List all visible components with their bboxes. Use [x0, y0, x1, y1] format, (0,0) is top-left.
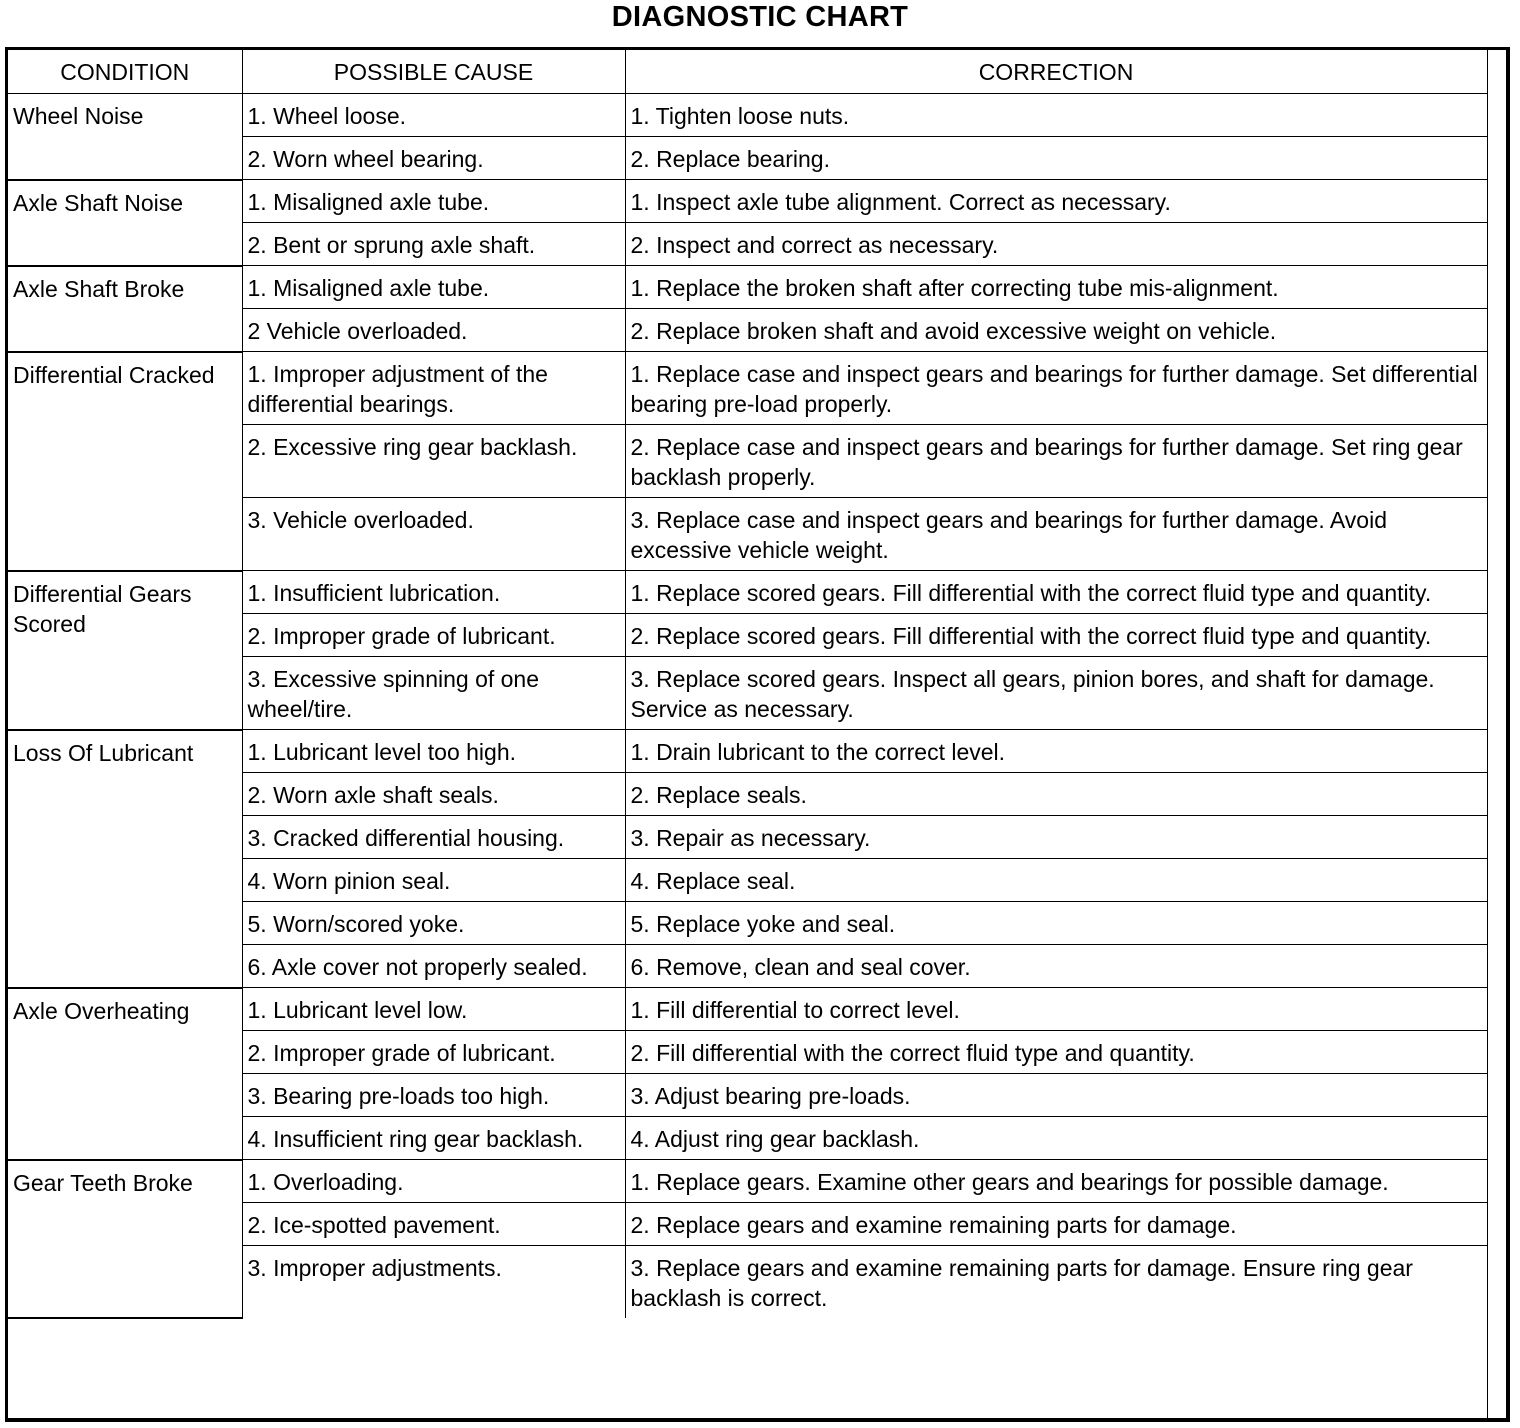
- correction-cell: 1. Tighten loose nuts.: [625, 94, 1487, 137]
- possible-cause-cell: 1. Lubricant level too high.: [242, 730, 625, 773]
- correction-cell: 3. Replace case and inspect gears and bearings for further damage. Avoid excessive vehicle weight.: [625, 498, 1487, 571]
- header-correction: CORRECTION: [625, 50, 1487, 94]
- table-row: [8, 352, 1487, 425]
- table-body: [8, 94, 1487, 1319]
- correction-cell: 1. Inspect axle tube alignment. Correct as necessary.: [625, 180, 1487, 223]
- possible-cause-cell: 2. Improper grade of lubricant.: [242, 1031, 625, 1074]
- correction-cell: 4. Replace seal.: [625, 859, 1487, 902]
- correction-cell: 3. Repair as necessary.: [625, 816, 1487, 859]
- condition-cell: Axle Shaft Noise: [8, 180, 242, 266]
- possible-cause-cell: 3. Cracked differential housing.: [242, 816, 625, 859]
- page-title: DIAGNOSTIC CHART: [611, 1, 909, 33]
- table-row: [8, 180, 1487, 223]
- correction-cell: 6. Remove, clean and seal cover.: [625, 945, 1487, 988]
- correction-cell: 2. Replace scored gears. Fill differential with the correct fluid type and quantity.: [625, 614, 1487, 657]
- correction-cell: 2. Replace broken shaft and avoid excessive weight on vehicle.: [625, 309, 1487, 352]
- possible-cause-cell: 2 Vehicle overloaded.: [242, 309, 625, 352]
- possible-cause-cell: 4. Worn pinion seal.: [242, 859, 625, 902]
- correction-cell: 2. Replace case and inspect gears and bearings for further damage. Set ring gear backlash properly.: [625, 425, 1487, 498]
- possible-cause-cell: 1. Overloading.: [242, 1160, 625, 1203]
- possible-cause-cell: 1. Misaligned axle tube.: [242, 180, 625, 223]
- possible-cause-cell: 3. Excessive spinning of one wheel/tire.: [242, 657, 625, 730]
- condition-cell: Axle Overheating: [8, 988, 242, 1160]
- correction-cell: 5. Replace yoke and seal.: [625, 902, 1487, 945]
- correction-cell: 1. Replace gears. Examine other gears and bearings for possible damage.: [625, 1160, 1487, 1203]
- possible-cause-cell: 2. Improper grade of lubricant.: [242, 614, 625, 657]
- table-row: [8, 266, 1487, 309]
- possible-cause-cell: 2. Worn axle shaft seals.: [242, 773, 625, 816]
- condition-cell: Wheel Noise: [8, 94, 242, 180]
- correction-cell: 1. Replace scored gears. Fill differential with the correct fluid type and quantity.: [625, 571, 1487, 614]
- correction-cell: 1. Replace case and inspect gears and bearings for further damage. Set differential bearing pre-load properly.: [625, 352, 1487, 425]
- correction-cell: 2. Fill differential with the correct fluid type and quantity.: [625, 1031, 1487, 1074]
- possible-cause-cell: 2. Ice-spotted pavement.: [242, 1203, 625, 1246]
- condition-cell: Differential Cracked: [8, 352, 242, 571]
- possible-cause-cell: 3. Bearing pre-loads too high.: [242, 1074, 625, 1117]
- table-row: [8, 571, 1487, 614]
- possible-cause-cell: 1. Wheel loose.: [242, 94, 625, 137]
- possible-cause-cell: 3. Improper adjustments.: [242, 1246, 625, 1319]
- diagnostic-table: [8, 50, 1488, 1319]
- possible-cause-cell: 1. Insufficient lubrication.: [242, 571, 625, 614]
- table-row: [8, 1160, 1487, 1203]
- correction-cell: 1. Fill differential to correct level.: [625, 988, 1487, 1031]
- correction-cell: 3. Adjust bearing pre-loads.: [625, 1074, 1487, 1117]
- possible-cause-cell: 1. Misaligned axle tube.: [242, 266, 625, 309]
- correction-cell: 1. Drain lubricant to the correct level.: [625, 730, 1487, 773]
- correction-cell: 2. Replace bearing.: [625, 137, 1487, 180]
- diagnostic-chart: [5, 47, 1510, 1422]
- condition-cell: Loss Of Lubricant: [8, 730, 242, 988]
- correction-cell: 2. Replace gears and examine remaining parts for damage.: [625, 1203, 1487, 1246]
- correction-cell: 3. Replace gears and examine remaining parts for damage. Ensure ring gear backlash is correct.: [625, 1246, 1487, 1319]
- correction-cell: 2. Replace seals.: [625, 773, 1487, 816]
- possible-cause-cell: 2. Bent or sprung axle shaft.: [242, 223, 625, 266]
- table-row: [8, 988, 1487, 1031]
- correction-cell: 1. Replace the broken shaft after correcting tube mis-alignment.: [625, 266, 1487, 309]
- header-condition: CONDITION: [8, 50, 242, 94]
- right-margin-strip: [1487, 50, 1506, 1418]
- possible-cause-cell: 1. Improper adjustment of the differential bearings.: [242, 352, 625, 425]
- possible-cause-cell: 3. Vehicle overloaded.: [242, 498, 625, 571]
- table-row: [8, 94, 1487, 137]
- table-row: [8, 730, 1487, 773]
- possible-cause-cell: 5. Worn/scored yoke.: [242, 902, 625, 945]
- possible-cause-cell: 4. Insufficient ring gear backlash.: [242, 1117, 625, 1160]
- condition-cell: Gear Teeth Broke: [8, 1160, 242, 1319]
- possible-cause-cell: 2. Worn wheel bearing.: [242, 137, 625, 180]
- correction-cell: 3. Replace scored gears. Inspect all gears, pinion bores, and shaft for damage. Service as necessary.: [625, 657, 1487, 730]
- correction-cell: 4. Adjust ring gear backlash.: [625, 1117, 1487, 1160]
- correction-cell: 2. Inspect and correct as necessary.: [625, 223, 1487, 266]
- condition-cell: Differential Gears Scored: [8, 571, 242, 730]
- possible-cause-cell: 1. Lubricant level low.: [242, 988, 625, 1031]
- possible-cause-cell: 6. Axle cover not properly sealed.: [242, 945, 625, 988]
- possible-cause-cell: 2. Excessive ring gear backlash.: [242, 425, 625, 498]
- table-header-row: [8, 50, 1487, 94]
- header-possible-cause: POSSIBLE CAUSE: [242, 50, 625, 94]
- condition-cell: Axle Shaft Broke: [8, 266, 242, 352]
